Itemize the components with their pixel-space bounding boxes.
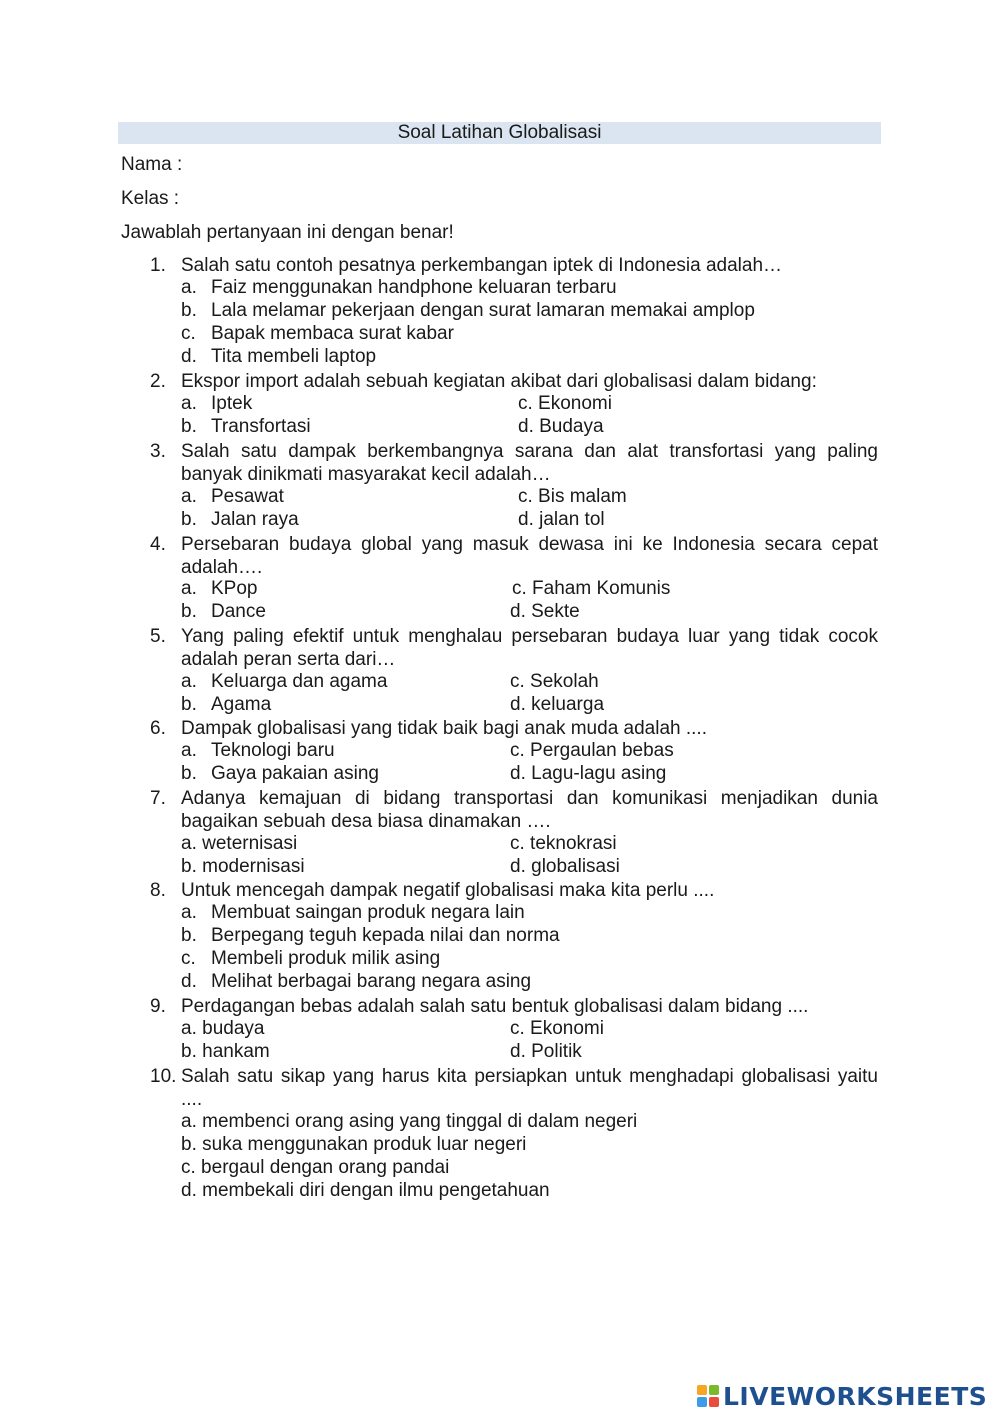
option-a: a. Iptek [181,393,253,414]
question-text: Salah satu contoh pesatnya perkembangan iptek di Indonesia adalah… [181,255,783,276]
option-d: d. Tita membeli laptop [181,346,377,367]
worksheet-title: Soal Latihan Globalisasi [118,122,881,144]
question-text: Untuk mencegah dampak negatif globalisasi maka kita perlu .... [181,880,715,901]
option-a: a. membenci orang asing yang tinggal di dalam negeri [181,1111,638,1132]
option-b: b. modernisasi [181,856,305,877]
option-c: c. Pergaulan bebas [510,740,674,761]
question-text: Yang paling efektif untuk menghalau persebaran budaya luar yang tidak cocok adalah peran serta dari… [181,626,878,670]
question-2: 2. Ekspor import adalah sebuah kegiatan akibat dari globalisasi dalam bidang: [150,370,878,393]
question-9: 9. Perdagangan bebas adalah salah satu bentuk globalisasi dalam bidang .... [150,995,878,1018]
option-a: a. Membuat saingan produk negara lain [181,902,525,923]
question-4: 4. Persebaran budaya global yang masuk dewasa ini ke Indonesia secara cepat adalah…. [150,534,878,578]
question-text: Dampak globalisasi yang tidak baik bagi anak muda adalah .... [181,718,707,739]
option-b: b. Dance [181,601,266,622]
question-8: 8. Untuk mencegah dampak negatif globalisasi maka kita perlu .... [150,879,878,902]
instruction-text: Jawablah pertanyaan ini dengan benar! [121,222,454,243]
question-text: Persebaran budaya global yang masuk dewasa ini ke Indonesia secara cepat adalah…. [181,534,878,578]
option-b: b. Jalan raya [181,509,299,530]
option-a: a. Pesawat [181,486,284,507]
liveworksheets-logo-icon [697,1385,719,1407]
option-b: b. Transfortasi [181,416,311,437]
option-a: a. KPop [181,578,258,599]
option-b: b. Lala melamar pekerjaan dengan surat lamaran memakai amplop [181,300,755,321]
question-text: Perdagangan bebas adalah salah satu bentuk globalisasi dalam bidang .... [181,996,809,1017]
option-b: b. Gaya pakaian asing [181,763,379,784]
option-c: c. Bis malam [518,486,627,507]
option-a: a. Teknologi baru [181,740,335,761]
logo-square-3 [697,1397,707,1407]
option-b: b. Agama [181,694,272,715]
question-10: 10. Salah satu sikap yang harus kita persiapkan untuk menghadapi globalisasi yaitu .... [150,1066,878,1110]
question-7: 7. Adanya kemajuan di bidang transportasi dan komunikasi menjadikan dunia bagaikan sebuah desa biasa dinamakan …. [150,788,878,832]
option-b: b. hankam [181,1041,270,1062]
option-c: c. Ekonomi [518,393,612,414]
option-d: d. membekali diri dengan ilmu pengetahuan [181,1180,550,1201]
option-c: c. teknokrasi [510,833,617,854]
option-a: a. Faiz menggunakan handphone keluaran terbaru [181,277,617,298]
option-d: d. Lagu-lagu asing [510,763,667,784]
question-6: 6. Dampak globalisasi yang tidak baik bagi anak muda adalah .... [150,717,878,740]
option-d: d. Sekte [510,601,580,622]
option-c: c. Ekonomi [510,1018,604,1039]
question-text: Salah satu dampak berkembangnya sarana dan alat transfortasi yang paling banyak dinikmati masyarakat kecil adalah… [181,441,878,485]
option-d: d. globalisasi [510,856,620,877]
class-field-label: Kelas : [121,188,180,209]
option-a: a. weternisasi [181,833,298,854]
option-c: c. Sekolah [510,671,599,692]
question-1: 1. Salah satu contoh pesatnya perkembangan iptek di Indonesia adalah… [150,254,878,277]
name-field-label: Nama : [121,154,183,175]
option-c: c. Membeli produk milik asing [181,948,441,969]
option-d: d. Budaya [518,416,604,437]
logo-square-4 [709,1397,719,1407]
option-b: b. suka menggunakan produk luar negeri [181,1134,527,1155]
question-5: 5. Yang paling efektif untuk menghalau persebaran budaya luar yang tidak cocok adalah peran serta dari… [150,626,878,670]
option-c: c. bergaul dengan orang pandai [181,1157,450,1178]
option-c: c. Bapak membaca surat kabar [181,323,454,344]
liveworksheets-logo[interactable] [697,1378,987,1414]
option-d: d. jalan tol [518,509,605,530]
question-text: Adanya kemajuan di bidang transportasi dan komunikasi menjadikan dunia bagaikan sebuah desa biasa dinamakan …. [181,788,878,832]
question-text: Salah satu sikap yang harus kita persiapkan untuk menghadapi globalisasi yaitu .... [181,1066,878,1110]
option-d: d. Politik [510,1041,582,1062]
logo-text: LIVEWORKSHEETS [723,1381,988,1411]
question-text: Ekspor import adalah sebuah kegiatan akibat dari globalisasi dalam bidang: [181,371,817,392]
option-d: d. Melihat berbagai barang negara asing [181,971,532,992]
option-b: b. Berpegang teguh kepada nilai dan norma [181,925,560,946]
option-c: c. Faham Komunis [512,578,671,599]
option-a: a. Keluarga dan agama [181,671,388,692]
option-a: a. budaya [181,1018,265,1039]
question-3: 3. Salah satu dampak berkembangnya sarana dan alat transfortasi yang paling banyak dinikmati masyarakat kecil adalah… [150,441,878,485]
logo-square-2 [709,1385,719,1395]
logo-square-1 [697,1385,707,1395]
option-d: d. keluarga [510,694,605,715]
